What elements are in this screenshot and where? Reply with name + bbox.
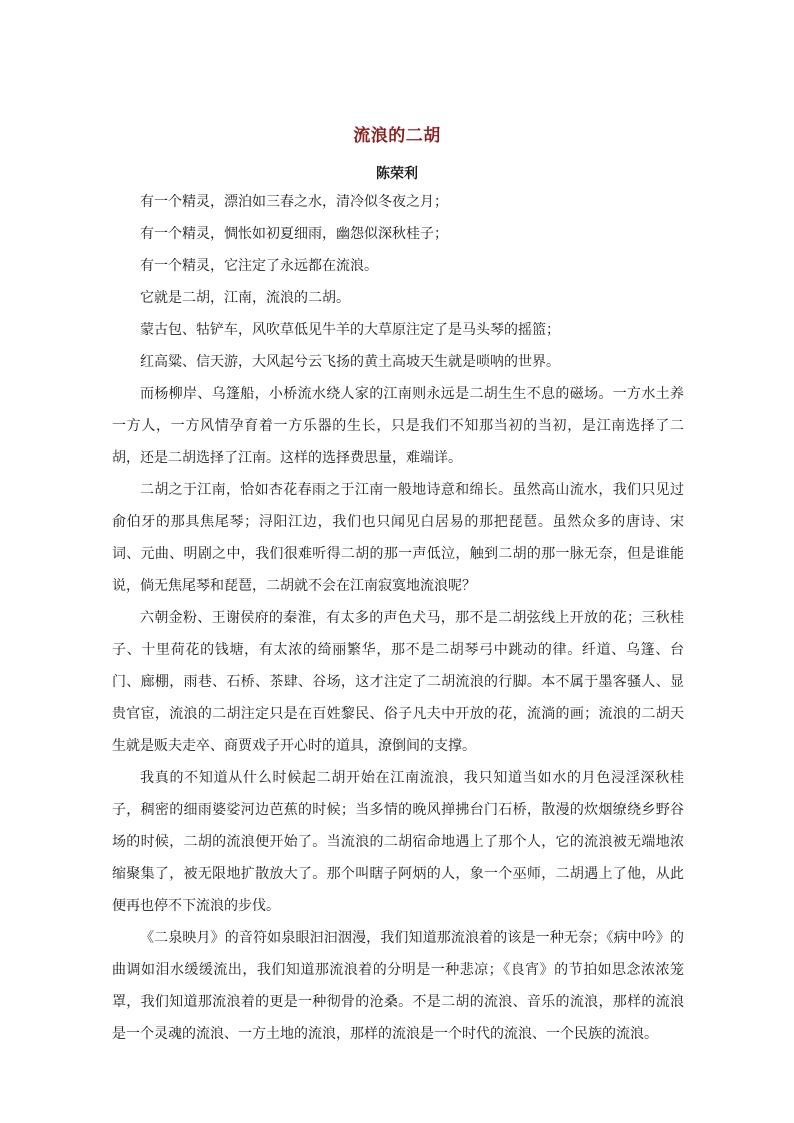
document-body	[112, 186, 684, 1050]
paragraph-3: 有一个精灵，它注定了永远都在流浪。	[140, 258, 378, 274]
document-title: 流浪的二胡	[353, 126, 441, 146]
paragraph-11: 《二泉映月》的音符如泉眼汩汩洇漫，我们知道那流浪着的该是一种无奈；《病中吟》的曲调如泪水缓缓流出，我们知道那流浪着的分明是一种悲凉；《良宵》的节拍如思念浓浓笼罩，我们知道那流浪着的更是一种彻骨的沧桑。不是二胡的流浪、音乐的流浪，那样的流浪是一个灵魂的流浪、一方土地的流浪，那样的流浪是一个时代的流浪、一个民族的流浪。	[112, 930, 684, 1042]
paragraph-1: 有一个精灵，漂泊如三春之水，清冷似冬夜之月；	[140, 194, 448, 210]
paragraph-2: 有一个精灵，惆怅如初夏细雨，幽怨似深秋桂子；	[140, 226, 448, 242]
paragraph-9: 六朝金粉、王谢侯府的秦淮，有太多的声色犬马，那不是二胡弦线上开放的花；三秋桂子、十里荷花的钱塘，有太浓的绮丽繁华，那不是二胡琴弓中跳动的律。纤道、乌篷、台门、廊棚，雨巷、石桥、茶肆、谷场，这才注定了二胡流浪的行脚。本不属于墨客骚人、显贵官宦，流浪的二胡注定只是在百姓黎民、俗子凡夫中开放的花，流淌的画；流浪的二胡天生就是贩夫走卒、商贾戏子开心时的道具，潦倒间的支撑。	[112, 610, 684, 754]
paragraph-7: 而杨柳岸、乌篷船，小桥流水绕人家的江南则永远是二胡生生不息的磁场。一方水土养一方人，一方风情孕育着一方乐器的生长，只是我们不知那当初的当初，是江南选择了二胡，还是二胡选择了江南。这样的选择费思量，难端详。	[112, 386, 684, 466]
document-author: 陈荣利	[376, 166, 418, 182]
paragraph-5: 蒙古包、牯铲车，风吹草低见牛羊的大草原注定了是马头琴的摇篮；	[140, 322, 560, 338]
paragraph-6: 红高粱、信天游，大风起兮云飞扬的黄土高坡天生就是唢呐的世界。	[140, 354, 560, 370]
paragraph-8: 二胡之于江南，恰如杏花春雨之于江南一般地诗意和绵长。虽然高山流水，我们只见过俞伯牙的那具焦尾琴；浔阳江边，我们也只闻见白居易的那把琵琶。虽然众多的唐诗、宋词、元曲、明剧之中，我们很难听得二胡的那一声低泣，触到二胡的那一脉无奈，但是谁能说，倘无焦尾琴和琵琶，二胡就不会在江南寂寞地流浪呢？	[112, 482, 684, 594]
paragraph-4: 它就是二胡，江南，流浪的二胡。	[140, 290, 350, 306]
paragraph-10: 我真的不知道从什么时候起二胡开始在江南流浪，我只知道当如水的月色浸淫深秋桂子，稠密的细雨婆娑河边芭蕉的时候；当多情的晚风掸拂台门石桥，散漫的炊烟缭绕乡野谷场的时候，二胡的流浪便开始了。当流浪的二胡宿命地遇上了那个人，它的流浪被无端地浓缩聚集了，被无限地扩散放大了。那个叫瞎子阿炳的人，象一个巫师，二胡遇上了他，从此便再也停不下流浪的步伐。	[112, 770, 684, 914]
